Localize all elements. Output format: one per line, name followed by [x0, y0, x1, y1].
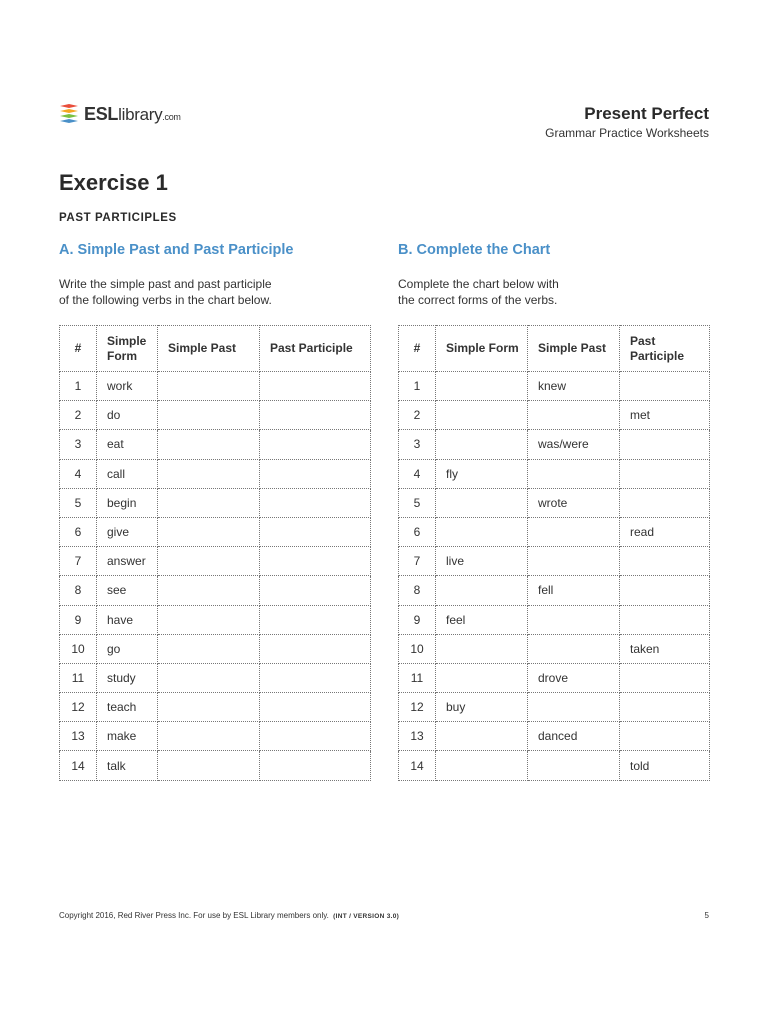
- row-number: 10: [399, 634, 436, 663]
- table-row: [60, 547, 371, 576]
- table-cell[interactable]: [158, 488, 260, 517]
- table-cell: study: [97, 663, 158, 692]
- table-cell: taken: [620, 634, 710, 663]
- table-cell: make: [97, 722, 158, 751]
- column-header: Simple Past: [528, 326, 620, 372]
- column-header: #: [60, 326, 97, 372]
- table-cell: answer: [97, 547, 158, 576]
- table-row: [399, 663, 710, 692]
- table-cell[interactable]: [260, 459, 371, 488]
- table-cell: give: [97, 517, 158, 546]
- table-cell: feel: [436, 605, 528, 634]
- table-row: [60, 488, 371, 517]
- table-cell[interactable]: [620, 430, 710, 459]
- table-cell: fly: [436, 459, 528, 488]
- table-row: [60, 401, 371, 430]
- table-cell: drove: [528, 663, 620, 692]
- table-cell[interactable]: [158, 663, 260, 692]
- table-cell[interactable]: [620, 547, 710, 576]
- row-number: 10: [60, 634, 97, 663]
- table-cell[interactable]: [620, 693, 710, 722]
- table-cell[interactable]: [260, 547, 371, 576]
- table-cell[interactable]: [436, 751, 528, 780]
- table-row: [399, 605, 710, 634]
- table-cell[interactable]: [528, 517, 620, 546]
- row-number: 6: [60, 517, 97, 546]
- table-cell[interactable]: [528, 547, 620, 576]
- version-label: (INT / VERSION 3.0): [333, 913, 400, 920]
- row-number: 13: [399, 722, 436, 751]
- row-number: 13: [60, 722, 97, 751]
- table-row: [399, 722, 710, 751]
- table-row: [60, 693, 371, 722]
- table-cell[interactable]: [260, 751, 371, 780]
- table-cell: begin: [97, 488, 158, 517]
- table-cell: live: [436, 547, 528, 576]
- table-row: [60, 576, 371, 605]
- table-row: [60, 459, 371, 488]
- exercise-title: Exercise 1: [59, 170, 168, 195]
- row-number: 7: [60, 547, 97, 576]
- logo-wordmark: ESLlibrary.com: [84, 103, 181, 124]
- part-b-section: [398, 242, 710, 773]
- table-row: [399, 693, 710, 722]
- table-cell[interactable]: [260, 693, 371, 722]
- document-title: Present Perfect: [584, 104, 709, 123]
- table-cell[interactable]: [158, 693, 260, 722]
- table-cell[interactable]: [260, 517, 371, 546]
- table-cell[interactable]: [158, 430, 260, 459]
- table-cell[interactable]: [158, 547, 260, 576]
- footer-copyright: Copyright 2016, Red River Press Inc. For use by ESL Library members only. (INT / VERSION 3.0): [59, 911, 400, 920]
- row-number: 8: [60, 576, 97, 605]
- table-cell: danced: [528, 722, 620, 751]
- table-row: [60, 751, 371, 780]
- table-cell[interactable]: [260, 634, 371, 663]
- table-cell: buy: [436, 693, 528, 722]
- row-number: 6: [399, 517, 436, 546]
- row-number: 2: [399, 401, 436, 430]
- table-cell[interactable]: [158, 576, 260, 605]
- table-row: [60, 605, 371, 634]
- table-row: [60, 663, 371, 692]
- table-row: [399, 517, 710, 546]
- table-cell: go: [97, 634, 158, 663]
- table-cell: wrote: [528, 488, 620, 517]
- row-number: 12: [399, 693, 436, 722]
- table-row: [399, 576, 710, 605]
- table-header-row: [60, 326, 371, 372]
- column-header: Simple Form: [436, 326, 528, 372]
- table-cell[interactable]: [436, 401, 528, 430]
- row-number: 4: [60, 459, 97, 488]
- row-number: 14: [60, 751, 97, 780]
- part-b-table: [398, 325, 710, 781]
- table-cell[interactable]: [158, 605, 260, 634]
- table-cell: read: [620, 517, 710, 546]
- table-row: [399, 634, 710, 663]
- table-cell[interactable]: [158, 459, 260, 488]
- row-number: 11: [60, 663, 97, 692]
- table-cell: do: [97, 401, 158, 430]
- document-subtitle: Grammar Practice Worksheets: [545, 126, 709, 140]
- table-cell[interactable]: [620, 372, 710, 401]
- row-number: 8: [399, 576, 436, 605]
- page-number: 5: [704, 911, 709, 920]
- row-number: 3: [399, 430, 436, 459]
- table-cell[interactable]: [436, 517, 528, 546]
- part-a-table: [59, 325, 371, 781]
- table-header-row: [399, 326, 710, 372]
- row-number: 2: [60, 401, 97, 430]
- table-row: [399, 372, 710, 401]
- table-cell[interactable]: [620, 605, 710, 634]
- table-cell[interactable]: [436, 430, 528, 459]
- row-number: 5: [60, 488, 97, 517]
- table-cell[interactable]: [158, 401, 260, 430]
- table-row: [399, 488, 710, 517]
- table-cell: talk: [97, 751, 158, 780]
- table-cell[interactable]: [260, 372, 371, 401]
- table-cell[interactable]: [528, 401, 620, 430]
- table-cell[interactable]: [158, 751, 260, 780]
- esl-library-logo: [59, 100, 181, 128]
- row-number: 9: [60, 605, 97, 634]
- row-number: 3: [60, 430, 97, 459]
- table-cell[interactable]: [620, 722, 710, 751]
- table-cell[interactable]: [528, 634, 620, 663]
- part-a-section: [59, 242, 371, 773]
- row-number: 5: [399, 488, 436, 517]
- part-a-rows: [60, 372, 371, 781]
- table-cell[interactable]: [620, 576, 710, 605]
- part-b-instructions: Complete the chart below with the correct forms of the verbs.: [398, 277, 559, 307]
- row-number: 1: [60, 372, 97, 401]
- table-cell[interactable]: [528, 751, 620, 780]
- row-number: 12: [60, 693, 97, 722]
- table-cell: call: [97, 459, 158, 488]
- column-header: Simple Past: [158, 326, 260, 372]
- table-cell: told: [620, 751, 710, 780]
- column-header: Past Participle: [260, 326, 371, 372]
- table-cell[interactable]: [158, 517, 260, 546]
- table-cell[interactable]: [260, 401, 371, 430]
- column-header: Past Participle: [620, 326, 710, 372]
- table-cell: work: [97, 372, 158, 401]
- table-row: [399, 459, 710, 488]
- table-row: [60, 372, 371, 401]
- part-a-instructions: Write the simple past and past participle of the following verbs in the chart below.: [59, 277, 272, 307]
- table-cell[interactable]: [436, 634, 528, 663]
- row-number: 9: [399, 605, 436, 634]
- table-cell: see: [97, 576, 158, 605]
- table-cell[interactable]: [436, 663, 528, 692]
- table-row: [60, 430, 371, 459]
- row-number: 7: [399, 547, 436, 576]
- table-row: [399, 751, 710, 780]
- table-cell[interactable]: [436, 488, 528, 517]
- column-header: #: [399, 326, 436, 372]
- table-cell[interactable]: [158, 722, 260, 751]
- row-number: 11: [399, 663, 436, 692]
- book-stack-icon: [59, 103, 79, 125]
- row-number: 4: [399, 459, 436, 488]
- table-cell[interactable]: [528, 693, 620, 722]
- table-row: [60, 722, 371, 751]
- table-cell: teach: [97, 693, 158, 722]
- row-number: 14: [399, 751, 436, 780]
- part-b-heading: B. Complete the Chart: [398, 242, 551, 258]
- table-row: [60, 634, 371, 663]
- table-cell: met: [620, 401, 710, 430]
- table-row: [399, 547, 710, 576]
- table-row: [399, 430, 710, 459]
- row-number: 1: [399, 372, 436, 401]
- table-cell[interactable]: [528, 459, 620, 488]
- table-cell[interactable]: [260, 722, 371, 751]
- table-cell[interactable]: [158, 372, 260, 401]
- table-cell: was/were: [528, 430, 620, 459]
- document-header: [545, 104, 709, 140]
- table-cell[interactable]: [620, 459, 710, 488]
- table-cell[interactable]: [620, 663, 710, 692]
- table-cell[interactable]: [260, 605, 371, 634]
- table-row: [399, 401, 710, 430]
- section-label: PAST PARTICIPLES: [59, 212, 177, 224]
- table-cell: knew: [528, 372, 620, 401]
- table-cell[interactable]: [260, 576, 371, 605]
- table-cell: eat: [97, 430, 158, 459]
- table-cell[interactable]: [436, 576, 528, 605]
- table-cell[interactable]: [260, 430, 371, 459]
- table-cell[interactable]: [260, 488, 371, 517]
- part-b-rows: [399, 372, 710, 781]
- table-cell[interactable]: [436, 372, 528, 401]
- table-cell[interactable]: [260, 663, 371, 692]
- table-cell[interactable]: [528, 605, 620, 634]
- table-cell[interactable]: [620, 488, 710, 517]
- table-row: [60, 517, 371, 546]
- part-a-heading: A. Simple Past and Past Participle: [59, 242, 294, 258]
- table-cell[interactable]: [158, 634, 260, 663]
- table-cell[interactable]: [436, 722, 528, 751]
- table-cell: have: [97, 605, 158, 634]
- column-header: Simple Form: [97, 326, 158, 372]
- table-cell: fell: [528, 576, 620, 605]
